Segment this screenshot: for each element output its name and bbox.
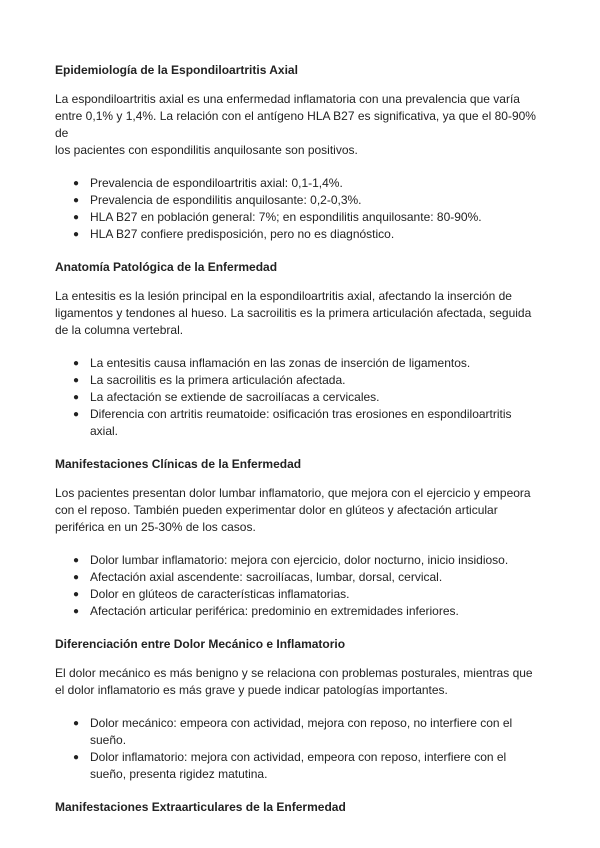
bullet-icon: ● (73, 375, 80, 386)
bullet-list-manifestaciones-clinicas (55, 552, 548, 620)
bullet-icon: ● (73, 358, 80, 369)
bullet-icon: ● (73, 392, 80, 403)
bullet-icon: ● (73, 718, 80, 729)
bullet-icon: ● (73, 195, 80, 206)
list-item: ● Prevalencia de espondiloartritis axial: 0,1-1,4%. (73, 176, 343, 190)
bullet-icon: ● (73, 212, 80, 223)
bullet-icon: ● (73, 589, 80, 600)
section-heading-manifestaciones-clinicas: Manifestaciones Clínicas de la Enfermedad (55, 457, 302, 471)
list-item: ● Dolor inflamatorio: mejora con actividad, empeora con reposo, interfiere con el sueño, presenta rigidez matutina. (73, 750, 507, 781)
section-heading-diferenciacion: Diferenciación entre Dolor Mecánico e Inflamatorio (55, 637, 346, 651)
bullet-list-diferenciacion (55, 715, 548, 783)
bullet-list-epidemiologia (55, 175, 548, 243)
bullet-icon: ● (73, 409, 80, 420)
list-item: ● Afectación axial ascendente: sacroilíacas, lumbar, dorsal, cervical. (73, 570, 443, 584)
list-item: ● Prevalencia de espondilitis anquilosante: 0,2-0,3%. (73, 193, 362, 207)
section-heading-anatomia: Anatomía Patológica de la Enfermedad (55, 260, 278, 274)
bullet-icon: ● (73, 178, 80, 189)
section-paragraph-manifestaciones-clinicas: Los pacientes presentan dolor lumbar inflamatorio, que mejora con el ejercicio y empeora con el reposo. También pueden experimentar dolor en glúteos y afectación articular periférica en un 25-30% de los casos. (55, 486, 531, 534)
bullet-list-anatomia (55, 355, 548, 440)
section-paragraph-epidemiologia: La espondiloartritis axial es una enfermedad inflamatoria con una prevalencia que varía entre 0,1% y 1,4%. La relación con el antígeno HLA B27 es significativa, ya que el 80-90% de los pacientes con espondilitis anquilosante son positivos. (55, 92, 536, 157)
list-item: ● HLA B27 en población general: 7%; en espondilitis anquilosante: 80-90%. (73, 210, 482, 224)
section-paragraph-anatomia: La entesitis es la lesión principal en la espondiloartritis axial, afectando la inserción de ligamentos y tendones al hueso. La sacroilitis es la primera articulación afectada, seguida de la columna vertebral. (55, 289, 532, 337)
list-item: ● Dolor lumbar inflamatorio: mejora con ejercicio, dolor nocturno, inicio insidioso. (73, 553, 509, 567)
list-item: ● Afectación articular periférica: predominio en extremidades inferiores. (73, 604, 459, 618)
section-paragraph-diferenciacion: El dolor mecánico es más benigno y se relaciona con problemas posturales, mientras que el dolor inflamatorio es más grave y puede indicar patologías importantes. (55, 666, 533, 697)
list-item: ● HLA B27 confiere predisposición, pero no es diagnóstico. (73, 227, 395, 241)
bullet-icon: ● (73, 555, 80, 566)
list-item: ● Diferencia con artritis reumatoide: osificación tras erosiones en espondiloartritis axial. (73, 407, 512, 438)
section-heading-epidemiologia: Epidemiología de la Espondiloartritis Axial (55, 63, 298, 77)
list-item: ● La sacroilitis es la primera articulación afectada. (73, 373, 346, 387)
list-item: ● Dolor en glúteos de características inflamatorias. (73, 587, 350, 601)
bullet-icon: ● (73, 229, 80, 240)
section-heading-extraarticulares: Manifestaciones Extraarticulares de la Enfermedad (55, 800, 346, 814)
bullet-icon: ● (73, 606, 80, 617)
bullet-icon: ● (73, 752, 80, 763)
list-item: ● La entesitis causa inflamación en las zonas de inserción de ligamentos. (73, 356, 471, 370)
bullet-icon: ● (73, 572, 80, 583)
list-item: ● Dolor mecánico: empeora con actividad, mejora con reposo, no interfiere con el sueño. (73, 716, 513, 747)
list-item: ● La afectación se extiende de sacroilíacas a cervicales. (73, 390, 380, 404)
